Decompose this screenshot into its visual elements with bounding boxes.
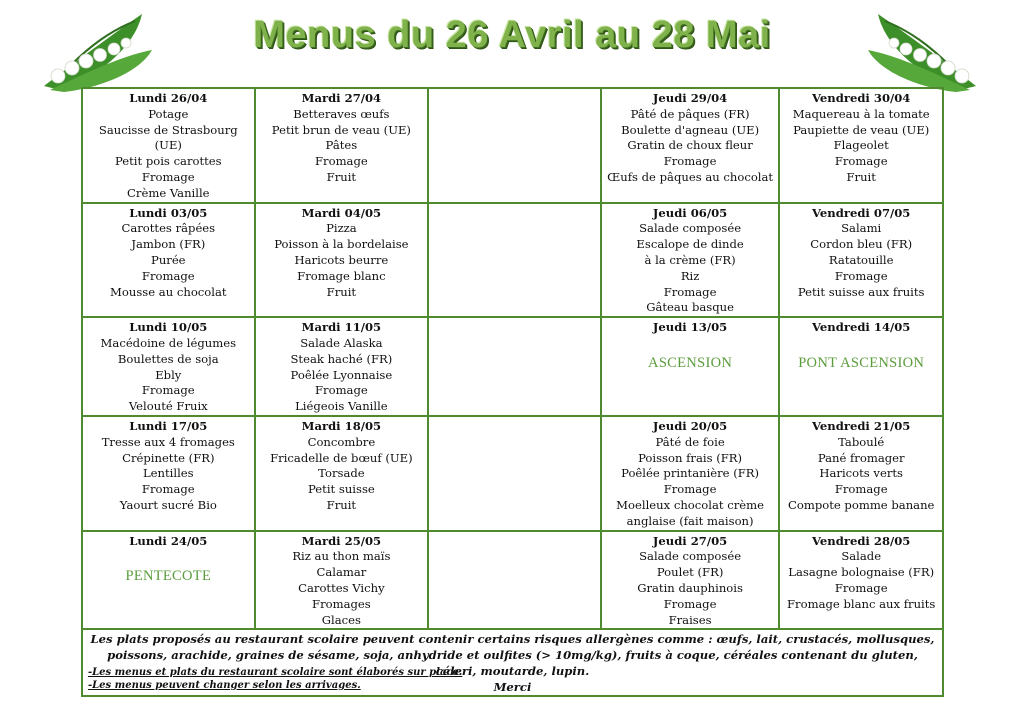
week-row: [82, 203, 943, 318]
dish-item: Fruit: [326, 497, 357, 512]
tuesday-cell: [255, 203, 429, 318]
day-label: Lundi 24/05: [129, 533, 208, 548]
day-label: Mardi 18/05: [301, 418, 382, 433]
dish-item: Mousse au chocolat: [110, 284, 227, 299]
dish-item: Poêlée printanière (FR): [621, 466, 760, 481]
dish-item: Petit pois carottes: [114, 154, 222, 169]
wednesday-cell-empty: [428, 531, 601, 630]
day-label: Jeudi 29/04: [652, 91, 728, 105]
dish-item: Gâteau basque: [646, 300, 734, 315]
dish-item: Escalope de dinde: [636, 237, 744, 252]
dish-item: Petit suisse: [308, 482, 375, 497]
footer-notes: [88, 666, 462, 692]
day-label: Vendredi 28/05: [812, 533, 911, 548]
allergen-note-text: Les plats proposés au restaurant scolaire peuvent contenir certains risques allergènes comme : œufs, lait, crustacés, mollusques, poissons, arachide, graines de sésame, soja, anhydride et oulfites (> 10mg/kg), fruits à coque, céréales contenant du gluten, céleri, moutarde, lupin.: [90, 632, 935, 678]
dish-item: Haricots beurre: [294, 252, 389, 267]
dish-item: Pâtes: [325, 138, 358, 153]
wednesday-cell-empty: [428, 88, 601, 203]
friday-cell: [779, 531, 943, 630]
dish-item: Riz: [680, 268, 700, 283]
dish-item: Cordon bleu (FR): [810, 237, 913, 252]
monday-cell: [82, 203, 255, 318]
friday-cell: [779, 88, 943, 203]
tuesday-cell: [255, 416, 429, 531]
dish-item: Pané fromager: [817, 450, 905, 465]
dish-item: Macédoine de légumes: [100, 335, 237, 350]
monday-cell: [82, 317, 255, 416]
dish-item: Gratin dauphinois: [637, 580, 743, 595]
allergen-note-thanks: Merci: [493, 679, 532, 694]
dish-item: Purée: [151, 252, 186, 267]
dish-item: Fromage: [141, 169, 195, 184]
dish-item: Fromage: [141, 482, 195, 497]
dish-item: Steak haché (FR): [290, 351, 393, 366]
footer-note: -Les menus et plats du restaurant scolaire sont élaborés sur place.: [88, 667, 463, 678]
dish-item: Betteraves œufs: [293, 106, 390, 121]
dish-item: Fromage: [315, 383, 368, 398]
dish-item: Fraises: [668, 612, 712, 627]
dish-item: Ratatouille: [828, 252, 894, 267]
dish-item: Ebly: [155, 367, 182, 382]
holiday-label: PONT ASCENSION: [798, 354, 925, 371]
dish-item: Saucisse de Strasbourg (UE): [98, 122, 238, 153]
tuesday-cell: [255, 88, 429, 203]
thursday-cell: [601, 203, 780, 318]
thursday-cell: [601, 88, 780, 203]
dish-item: Fruit: [326, 284, 357, 299]
dish-item: Poêlée Lyonnaise: [290, 367, 393, 382]
day-label: Mardi 25/05: [301, 533, 382, 548]
dish-item: à la crème (FR): [644, 252, 736, 267]
monday-cell: [82, 88, 255, 203]
dish-item: Fruit: [846, 169, 876, 184]
dish-item: Liégeois Vanille: [295, 399, 388, 414]
day-label: Jeudi 06/05: [652, 205, 728, 220]
dish-item: Carottes râpées: [121, 221, 216, 236]
holiday-label: ASCENSION: [648, 354, 733, 371]
wednesday-cell-empty: [428, 203, 601, 318]
dish-item: Œufs de pâques au chocolat: [607, 169, 774, 184]
holiday-label: PENTECOTE: [125, 568, 212, 585]
dish-item: Torsade: [318, 466, 365, 481]
dish-item: Pâté de foie: [655, 434, 725, 449]
dish-item: Carottes Vichy: [298, 580, 385, 595]
week-row: [82, 531, 943, 630]
dish-item: Fromage: [141, 268, 195, 283]
dish-item: Fromage: [834, 268, 888, 283]
day-label: Lundi 26/04: [129, 91, 208, 105]
dish-item: Gratin de choux fleur: [627, 138, 753, 153]
dish-item: Fricadelle de bœuf (UE): [270, 450, 413, 465]
dish-item: Boulette d'agneau (UE): [621, 122, 760, 137]
dish-item: Calamar: [316, 565, 367, 580]
day-label: Mardi 04/05: [301, 205, 382, 220]
dish-item: Riz au thon maïs: [292, 549, 391, 564]
dish-item: Concombre: [307, 434, 376, 449]
dish-item: Fromage: [834, 482, 888, 497]
week-row: [82, 88, 943, 203]
dish-item: Fromage: [663, 154, 717, 169]
dish-item: Fromage: [315, 154, 368, 169]
day-label: Vendredi 30/04: [812, 91, 911, 105]
day-label: Jeudi 27/05: [652, 533, 728, 548]
dish-item: Paupiette de veau (UE): [793, 122, 930, 137]
dish-item: Yaourt sucré Bio: [119, 497, 217, 512]
week-row: [82, 317, 943, 416]
dish-item: Potage: [148, 106, 189, 121]
dish-item: Poisson à la bordelaise: [274, 237, 409, 252]
dish-item: Maquereau à la tomate: [792, 106, 930, 121]
day-label: Lundi 17/05: [129, 418, 208, 433]
day-label: Jeudi 20/05: [652, 418, 728, 433]
thursday-cell: [601, 317, 780, 416]
dish-item: Fromages: [312, 596, 371, 611]
menu-table: [81, 87, 944, 697]
dish-item: Fromage: [834, 580, 888, 595]
dish-item: Lentilles: [142, 466, 194, 481]
dish-item: Fromage blanc aux fruits: [787, 596, 936, 611]
dish-item: Glaces: [321, 612, 361, 627]
friday-cell: [779, 416, 943, 531]
dish-item: Fromage: [663, 284, 717, 299]
day-label: Vendredi 21/05: [812, 418, 911, 433]
footer-note: -Les menus peuvent changer selon les arrivages.: [88, 680, 361, 691]
dish-item: Velouté Fruix: [128, 399, 208, 414]
dish-item: Lasagne bolognaise (FR): [788, 565, 935, 580]
dish-item: Poisson frais (FR): [638, 450, 743, 465]
dish-item: Petit brun de veau (UE): [271, 122, 411, 137]
dish-item: Tresse aux 4 fromages: [101, 434, 235, 449]
day-label: Lundi 10/05: [129, 320, 208, 335]
thursday-cell: [601, 531, 780, 630]
dish-item: Haricots verts: [819, 466, 903, 481]
dish-item: anglaise (fait maison): [626, 513, 754, 528]
dish-item: Crépinette (FR): [122, 450, 215, 465]
dish-item: Petit suisse aux fruits: [797, 284, 925, 299]
dish-item: Fruit: [326, 169, 357, 184]
dish-item: Compote pomme banane: [787, 497, 935, 512]
dish-item: Boulettes de soja: [117, 351, 219, 366]
dish-item: Fromage: [663, 482, 717, 497]
tuesday-cell: [255, 317, 429, 416]
day-label: Lundi 03/05: [129, 205, 208, 220]
dish-item: Salade composée: [639, 221, 742, 236]
dish-item: Poulet (FR): [656, 565, 724, 580]
dish-item: Fromage: [663, 596, 717, 611]
dish-item: Salade Alaska: [300, 335, 383, 350]
day-label: Vendredi 14/05: [812, 320, 911, 335]
dish-item: Flageolet: [833, 138, 889, 153]
dish-item: Crème Vanille: [127, 185, 210, 200]
dish-item: Salade: [841, 549, 882, 564]
page-title: Menus du 26 Avril au 28 Mai: [253, 14, 771, 56]
dish-item: Fromage: [834, 154, 888, 169]
tuesday-cell: [255, 531, 429, 630]
dish-item: Salami: [841, 221, 882, 236]
thursday-cell: [601, 416, 780, 531]
dish-item: Pizza: [326, 221, 357, 236]
monday-cell: [82, 416, 255, 531]
day-label: Jeudi 13/05: [652, 320, 728, 335]
day-label: Vendredi 07/05: [812, 205, 911, 220]
day-label: Mardi 11/05: [301, 320, 382, 335]
friday-cell: [779, 317, 943, 416]
monday-cell: [82, 531, 255, 630]
dish-item: Pâté de pâques (FR): [630, 106, 750, 121]
day-label: Mardi 27/04: [301, 91, 382, 105]
wednesday-cell-empty: [428, 416, 601, 531]
dish-item: Fromage: [141, 383, 195, 398]
friday-cell: [779, 203, 943, 318]
week-row: [82, 416, 943, 531]
dish-item: Salade composée: [639, 549, 742, 564]
dish-item: Jambon (FR): [131, 237, 206, 252]
wednesday-cell-empty: [428, 317, 601, 416]
dish-item: Fromage blanc: [297, 268, 386, 283]
dish-item: Taboulé: [838, 434, 885, 449]
dish-item: Moelleux chocolat crème: [616, 497, 764, 512]
